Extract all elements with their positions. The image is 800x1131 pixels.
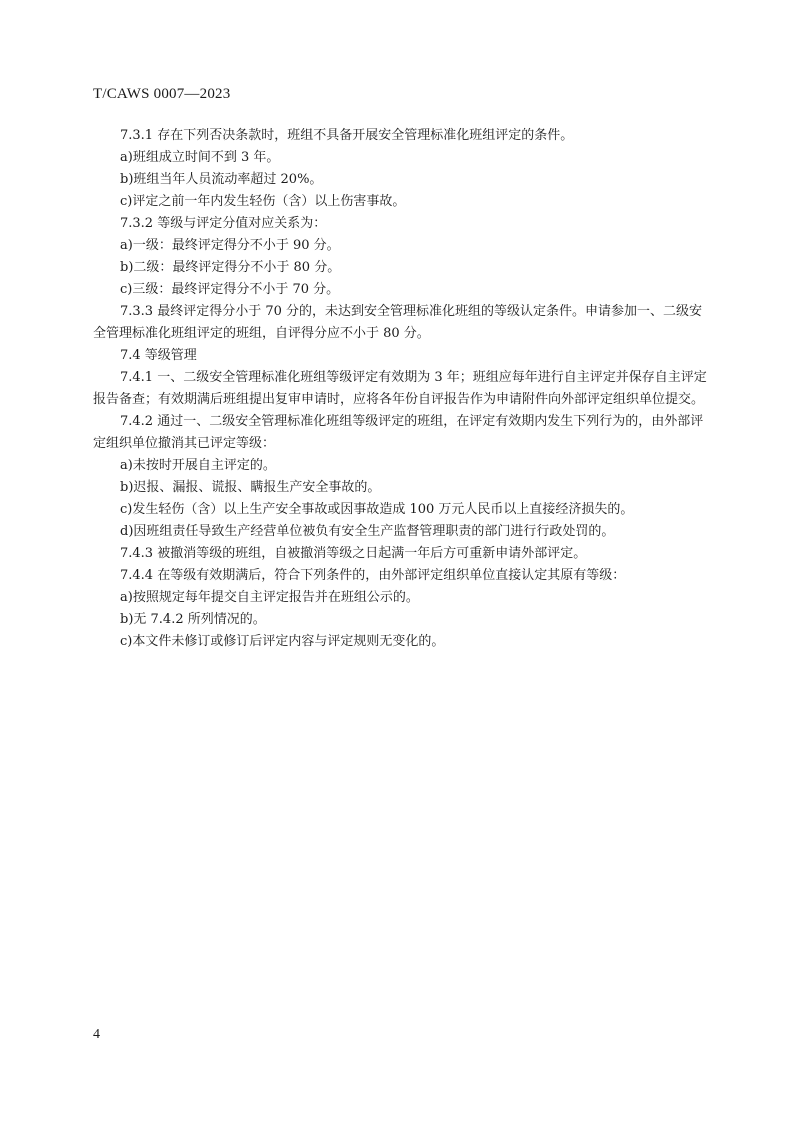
list-item: b)无 7.4.2 所列情况的。: [120, 612, 266, 627]
clause-7-3-1: 7.3.1 存在下列否决条款时，班组不具备开展安全管理标准化班组评定的条件。: [120, 128, 574, 143]
document-body: [93, 125, 708, 653]
list-item: a)一级：最终评定得分不小于 90 分。: [120, 238, 340, 253]
standard-id-header: T/CAWS 0007—2023: [93, 86, 231, 102]
clause-7-4-1: 7.4.1 一、二级安全管理标准化班组等级评定有效期为 3 年；班组应每年进行自主评定并保存自主评定报告备查；有效期满后班组提出复审申请时，应将各年份自评报告作为申请附件向外部评定组织单位提交。: [93, 370, 707, 407]
page-number: 4: [93, 1027, 100, 1042]
clause-7-4-3: 7.4.3 被撤消等级的班组，自被撤消等级之日起满一年后方可重新申请外部评定。: [120, 546, 587, 561]
section-heading-7-4: 7.4 等级管理: [120, 348, 197, 363]
list-item: a)班组成立时间不到 3 年。: [120, 150, 280, 165]
list-item: b)班组当年人员流动率超过 20%。: [120, 172, 323, 187]
list-item: c)评定之前一年内发生轻伤（含）以上伤害事故。: [120, 194, 406, 209]
list-item: c)发生轻伤（含）以上生产安全事故或因事故造成 100 万元人民币以上直接经济损失的。: [120, 502, 634, 517]
clause-7-3-2: 7.3.2 等级与评定分值对应关系为：: [120, 216, 327, 231]
list-item: c)本文件未修订或修订后评定内容与评定规则无变化的。: [120, 634, 445, 649]
list-item: c)三级：最终评定得分不小于 70 分。: [120, 282, 340, 297]
list-item: d)因班组责任导致生产经营单位被负有安全生产监督管理职责的部门进行行政处罚的。: [120, 524, 615, 539]
list-item: a)未按时开展自主评定的。: [120, 458, 276, 473]
clause-7-4-2: 7.4.2 通过一、二级安全管理标准化班组等级评定的班组，在评定有效期内发生下列行为的，由外部评定组织单位撤消其已评定等级：: [93, 414, 704, 451]
list-item: b)迟报、漏报、谎报、瞒报生产安全事故的。: [120, 480, 381, 495]
list-item: a)按照规定每年提交自主评定报告并在班组公示的。: [120, 590, 419, 605]
clause-7-3-3: 7.3.3 最终评定得分小于 70 分的，未达到安全管理标准化班组的等级认定条件。申请参加一、二级安全管理标准化班组评定的班组，自评得分应不小于 80 分。: [93, 304, 703, 341]
clause-7-4-4: 7.4.4 在等级有效期满后，符合下列条件的，由外部评定组织单位直接认定其原有等级：: [120, 568, 626, 583]
list-item: b)二级：最终评定得分不小于 80 分。: [120, 260, 341, 275]
